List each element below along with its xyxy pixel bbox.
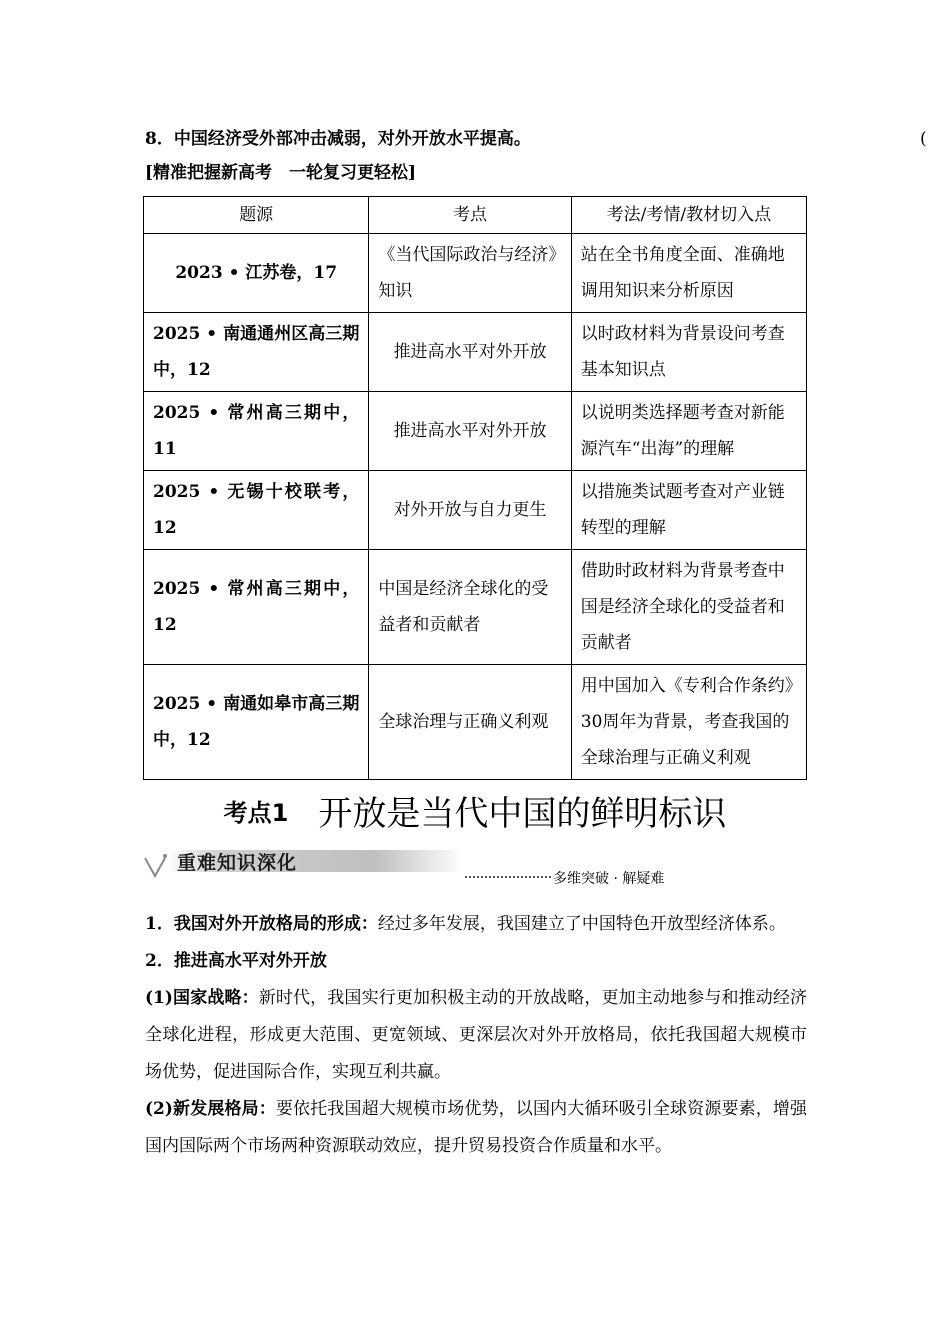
topic-cell: 推进高水平对外开放 <box>369 313 571 392</box>
point-label: 2．推进高水平对外开放 <box>145 951 327 971</box>
knowledge-points <box>145 906 807 1165</box>
header-source: 题源 <box>144 197 369 234</box>
header-method: 考法/考情/教材切入点 <box>571 197 806 234</box>
chevron-decoration-icon <box>143 850 169 880</box>
topic-cell: 对外开放与自力更生 <box>369 471 571 550</box>
method-cell: 借助时政材料为背景考查中国是经济全球化的受益者和贡献者 <box>571 550 806 665</box>
section-title: 开放是当代中国的鲜明标识 <box>318 794 727 834</box>
point-text: 经过多年发展，我国建立了中国特色开放型经济体系。 <box>377 914 786 934</box>
point-text: 新时代，我国实行更加积极主动的开放战略，更加主动地参与和推动经济全球化进程，形成更大范围、更宽领域、更深层次对外开放格局，依托我国超大规模市场优势，促进国际合作，实现互利共赢。 <box>145 988 808 1082</box>
method-cell: 以措施类试题考查对产业链转型的理解 <box>571 471 806 550</box>
table-row <box>144 471 807 550</box>
method-cell: 用中国加入《专利合作条约》30周年为背景，考查我国的全球治理与正确义利观 <box>571 665 806 780</box>
point-paragraph <box>145 943 807 980</box>
point-label: 1．我国对外开放格局的形成： <box>145 914 378 934</box>
question-8: 8．中国经济受外部冲击减弱，对外开放水平提高。 <box>145 129 531 149</box>
method-cell: 以时政材料为背景设问考查基本知识点 <box>571 313 806 392</box>
table-row <box>144 665 807 780</box>
point-paragraph <box>145 980 807 1091</box>
header-topic: 考点 <box>369 197 571 234</box>
source-cell: 2025 • 南通通州区高三期中，12 <box>144 313 369 392</box>
source-cell: 2025 • 常州高三期中，11 <box>144 392 369 471</box>
knowledge-banner <box>143 846 665 887</box>
topic-cell: 《当代国际政治与经济》知识 <box>369 234 571 313</box>
tagline: [精准把握新高考 一轮复习更轻松] <box>145 163 417 183</box>
topic-cell: 全球治理与正确义利观 <box>369 665 571 780</box>
table-row <box>144 234 807 313</box>
table-row <box>144 550 807 665</box>
source-cell: 2023 • 江苏卷，17 <box>144 234 369 313</box>
section-number: 考点1 <box>223 799 289 827</box>
method-cell: 以说明类选择题考查对新能源汽车“出海”的理解 <box>571 392 806 471</box>
topic-cell: 推进高水平对外开放 <box>369 392 571 471</box>
point-text: 要依托我国超大规模市场优势，以国内大循环吸引全球资源要素，增强国内国际两个市场两种资源联动效应，提升贸易投资合作质量和水平。 <box>145 1099 808 1156</box>
table-row <box>144 313 807 392</box>
section-heading <box>0 786 950 835</box>
answer-paren: ( <box>920 129 927 149</box>
source-cell: 2025 • 南通如皋市高三期中，12 <box>144 665 369 780</box>
point-label: (2)新发展格局： <box>145 1099 276 1119</box>
banner-dotted-line <box>465 876 551 878</box>
point-paragraph <box>145 1091 807 1165</box>
table-header-row <box>144 197 807 234</box>
method-cell: 站在全书角度全面、准确地调用知识来分析原因 <box>571 234 806 313</box>
banner-title: 重难知识深化 <box>177 852 298 874</box>
source-cell: 2025 • 无锡十校联考，12 <box>144 471 369 550</box>
banner-subtitle: 多维突破 · 解疑难 <box>553 871 665 887</box>
table-row <box>144 392 807 471</box>
topic-cell: 中国是经济全球化的受益者和贡献者 <box>369 550 571 665</box>
exam-source-table <box>143 196 807 780</box>
point-paragraph <box>145 906 807 943</box>
source-cell: 2025 • 常州高三期中，12 <box>144 550 369 665</box>
point-label: (1)国家战略： <box>145 988 259 1008</box>
